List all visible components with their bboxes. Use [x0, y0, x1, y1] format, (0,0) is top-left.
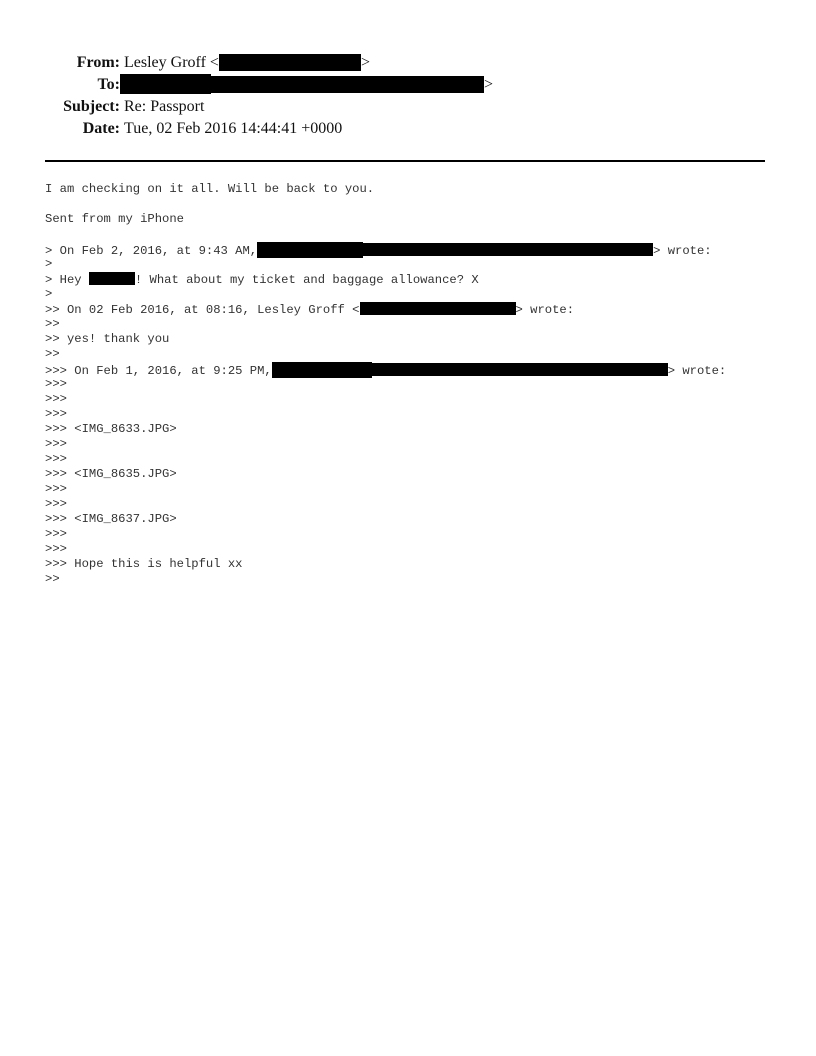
quote-line [45, 272, 785, 287]
to-label: To: [97, 76, 120, 93]
quote-line: >>> [45, 452, 67, 466]
quote-line: >>> Hope this is helpful xx [45, 557, 243, 571]
quote-line: >>> <IMG_8633.JPG> [45, 422, 177, 436]
to-value [120, 74, 493, 96]
redaction-block [211, 76, 484, 93]
from-name: Lesley Groff [124, 54, 206, 71]
quote-text: > Hey [45, 273, 82, 287]
quote-line: >>> [45, 437, 67, 451]
redaction-block [372, 363, 668, 376]
from-close-bracket: > [360, 54, 370, 71]
quote-line: >>> [45, 482, 67, 496]
blank-line [45, 197, 785, 212]
subject-row [0, 96, 400, 118]
quote-line: >>> <IMG_8637.JPG> [45, 512, 177, 526]
quote-line: >> yes! thank you [45, 332, 170, 346]
redaction-block [360, 302, 516, 315]
redaction-block [219, 54, 361, 71]
quote-text: > wrote: [667, 364, 727, 378]
quote-line: >>> [45, 497, 67, 511]
date-label: Date: [82, 120, 120, 137]
quote-text: ! What about my ticket and baggage allowance? X [134, 273, 479, 287]
quote-line: >>> <IMG_8635.JPG> [45, 467, 177, 481]
redaction-block [120, 74, 211, 94]
quote-line: > [45, 257, 53, 271]
from-label: From: [76, 54, 120, 71]
from-open-bracket: < [209, 54, 219, 71]
quote-text: >>> On Feb 1, 2016, at 9:25 PM, [45, 364, 272, 378]
quote-line: >>> [45, 527, 67, 541]
body-line: Sent from my iPhone [45, 212, 184, 226]
redaction-block [89, 272, 135, 285]
quote-line [45, 362, 785, 377]
to-row [0, 74, 494, 96]
from-row [0, 52, 400, 74]
subject-label: Subject: [63, 98, 120, 115]
quote-line: >>> [45, 392, 67, 406]
quote-text: > wrote: [653, 244, 712, 258]
quote-line: > [45, 287, 53, 301]
date-row [0, 118, 400, 140]
quote-line: >>> [45, 407, 67, 421]
quote-line: >> [45, 572, 60, 586]
redaction-block [272, 362, 372, 378]
subject-value: Re: Passport [124, 98, 205, 115]
quote-line: >>> [45, 377, 67, 391]
to-close-bracket: > [484, 76, 494, 93]
message-body [45, 182, 785, 587]
quote-text: > wrote: [515, 303, 575, 317]
quote-line [45, 302, 785, 317]
quote-line [45, 242, 785, 257]
quote-line: >> [45, 317, 60, 331]
quote-text: > On Feb 2, 2016, at 9:43 AM, [45, 244, 258, 258]
redaction-block [257, 242, 363, 258]
body-line: I am checking on it all. Will be back to you. [45, 182, 375, 196]
header-divider [45, 160, 765, 162]
quote-line: >> [45, 347, 60, 361]
date-value: Tue, 02 Feb 2016 14:44:41 +0000 [124, 120, 343, 137]
quote-line: >>> [45, 542, 67, 556]
redaction-block [363, 243, 653, 256]
blank-line [45, 227, 785, 242]
from-value [124, 52, 370, 74]
quote-text: >> On 02 Feb 2016, at 08:16, Lesley Groff < [45, 303, 360, 317]
